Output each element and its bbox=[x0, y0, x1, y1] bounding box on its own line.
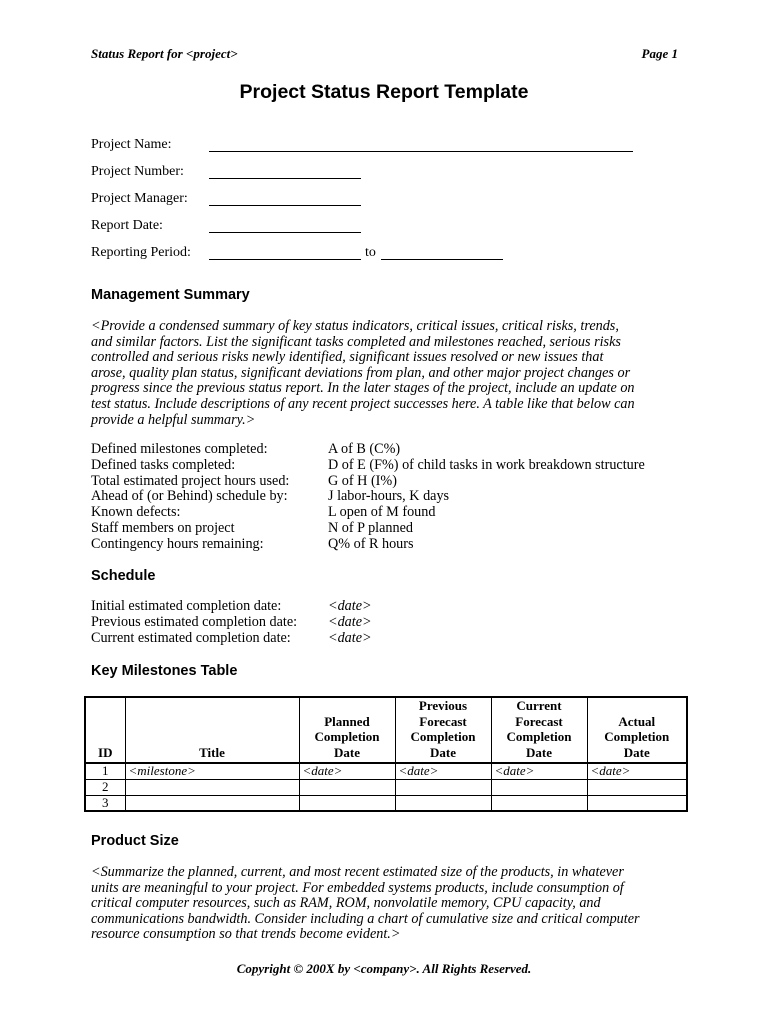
metric-value: Q% of R hours bbox=[328, 535, 414, 552]
cell-planned: <date> bbox=[299, 763, 395, 779]
cell-title bbox=[125, 795, 299, 811]
schedule-labels bbox=[91, 599, 297, 646]
project-name-label: Project Name: bbox=[91, 137, 172, 152]
milestones-table bbox=[84, 696, 688, 812]
table-header-row bbox=[85, 697, 687, 763]
schedule-heading: Schedule bbox=[91, 568, 156, 584]
document-title: Project Status Report Template bbox=[239, 81, 529, 103]
metric-value: J labor-hours, K days bbox=[328, 488, 450, 505]
management-summary-heading: Management Summary bbox=[91, 287, 250, 303]
metric-value: A of B (C%) bbox=[328, 441, 401, 457]
product-size-line: critical computer resources, such as RAM, ROM, nonvolatile memory, CPU capacity, and bbox=[91, 895, 601, 912]
cell-id: 2 bbox=[85, 779, 125, 795]
reporting-period-start-blank bbox=[209, 259, 361, 260]
cell-title: <milestone> bbox=[125, 763, 299, 779]
schedule-label: Previous estimated completion date: bbox=[91, 613, 298, 630]
table-row bbox=[85, 795, 687, 811]
metric-label: Defined milestones completed: bbox=[91, 441, 268, 457]
summary-line: arose, quality plan status, significant deviations from plan, and other major project changes or bbox=[91, 364, 631, 381]
cell-title bbox=[125, 779, 299, 795]
schedule-date: <date> bbox=[328, 598, 372, 614]
metric-label: Known defects: bbox=[91, 504, 181, 521]
reporting-period-end-blank bbox=[381, 259, 503, 260]
cell-current bbox=[491, 779, 587, 795]
metric-value: G of H (I%) bbox=[328, 472, 397, 489]
project-manager-label: Project Manager: bbox=[91, 191, 188, 206]
schedule-date: <date> bbox=[328, 613, 372, 630]
cell-planned bbox=[299, 795, 395, 811]
copyright-footer: Copyright © 200X by <company>. All Rights Reserved. bbox=[236, 961, 532, 976]
cell-actual bbox=[587, 795, 687, 811]
cell-id: 1 bbox=[85, 763, 125, 779]
metric-value: L open of M found bbox=[328, 504, 436, 521]
cell-current bbox=[491, 795, 587, 811]
metric-value: D of E (F%) of child tasks in work breakdown structure bbox=[328, 456, 645, 473]
cell-previous: <date> bbox=[395, 763, 491, 779]
cell-previous bbox=[395, 779, 491, 795]
project-number-blank bbox=[209, 178, 361, 179]
milestones-heading: Key Milestones Table bbox=[91, 663, 238, 679]
table-row bbox=[85, 763, 687, 779]
col-header-actual: Actual Completion Date bbox=[587, 697, 687, 763]
project-manager-blank bbox=[209, 205, 361, 206]
col-header-id: ID bbox=[85, 697, 125, 763]
metric-values bbox=[328, 442, 645, 553]
metric-labels bbox=[91, 442, 289, 553]
product-size-text bbox=[91, 865, 681, 943]
cell-actual: <date> bbox=[587, 763, 687, 779]
cell-id: 3 bbox=[85, 795, 125, 811]
reporting-period-label: Reporting Period: bbox=[91, 245, 191, 260]
col-header-planned: Planned Completion Date bbox=[299, 697, 395, 763]
schedule-date: <date> bbox=[328, 629, 372, 646]
schedule-label: Initial estimated completion date: bbox=[91, 598, 282, 614]
product-size-line: communications bandwidth. Consider including a chart of cumulative size and critical computer bbox=[91, 910, 640, 927]
summary-line: progress since the previous status report. In the later stages of the project, include an update on bbox=[91, 380, 635, 397]
product-size-line: <Summarize the planned, current, and most recent estimated size of the products, in whatever bbox=[91, 864, 624, 880]
table-row bbox=[85, 779, 687, 795]
cell-current: <date> bbox=[491, 763, 587, 779]
summary-line: <Provide a condensed summary of key status indicators, critical issues, critical risks, trends, bbox=[91, 318, 619, 334]
project-name-blank bbox=[209, 151, 633, 152]
summary-line: and similar factors. List the significant tasks completed and milestones reached, serious risks bbox=[91, 333, 621, 350]
product-size-heading: Product Size bbox=[91, 833, 179, 849]
summary-line: controlled and serious risks newly identified, significant issues resolved or new issues that bbox=[91, 349, 604, 366]
col-header-current: Current Forecast Completion Date bbox=[491, 697, 587, 763]
metric-label: Staff members on project bbox=[91, 519, 235, 536]
metric-value: N of P planned bbox=[328, 519, 413, 536]
schedule-label: Current estimated completion date: bbox=[91, 629, 291, 646]
col-header-title: Title bbox=[125, 697, 299, 763]
cell-actual bbox=[587, 779, 687, 795]
project-number-label: Project Number: bbox=[91, 164, 184, 179]
page-number: Page 1 bbox=[641, 46, 678, 61]
metric-label: Defined tasks completed: bbox=[91, 456, 236, 473]
summary-line: provide a helpful summary.> bbox=[91, 411, 256, 428]
page-header-title: Status Report for <project> bbox=[91, 46, 238, 61]
schedule-values bbox=[328, 599, 372, 646]
report-date-label: Report Date: bbox=[91, 218, 163, 233]
cell-planned bbox=[299, 779, 395, 795]
cell-previous bbox=[395, 795, 491, 811]
reporting-period-to: to bbox=[365, 245, 376, 260]
metric-label: Ahead of (or Behind) schedule by: bbox=[91, 488, 288, 505]
metric-label: Total estimated project hours used: bbox=[91, 472, 290, 489]
col-header-previous: Previous Forecast Completion Date bbox=[395, 697, 491, 763]
metric-label: Contingency hours remaining: bbox=[91, 535, 264, 552]
product-size-line: units are meaningful to your project. For embedded systems products, include consumption of bbox=[91, 879, 624, 896]
management-summary-text bbox=[91, 319, 681, 428]
summary-line: test status. Include descriptions of any recent project successes here. A table like that below can bbox=[91, 395, 635, 412]
product-size-line: resource consumption so that trends become evident.> bbox=[91, 926, 401, 943]
report-date-blank bbox=[209, 232, 361, 233]
